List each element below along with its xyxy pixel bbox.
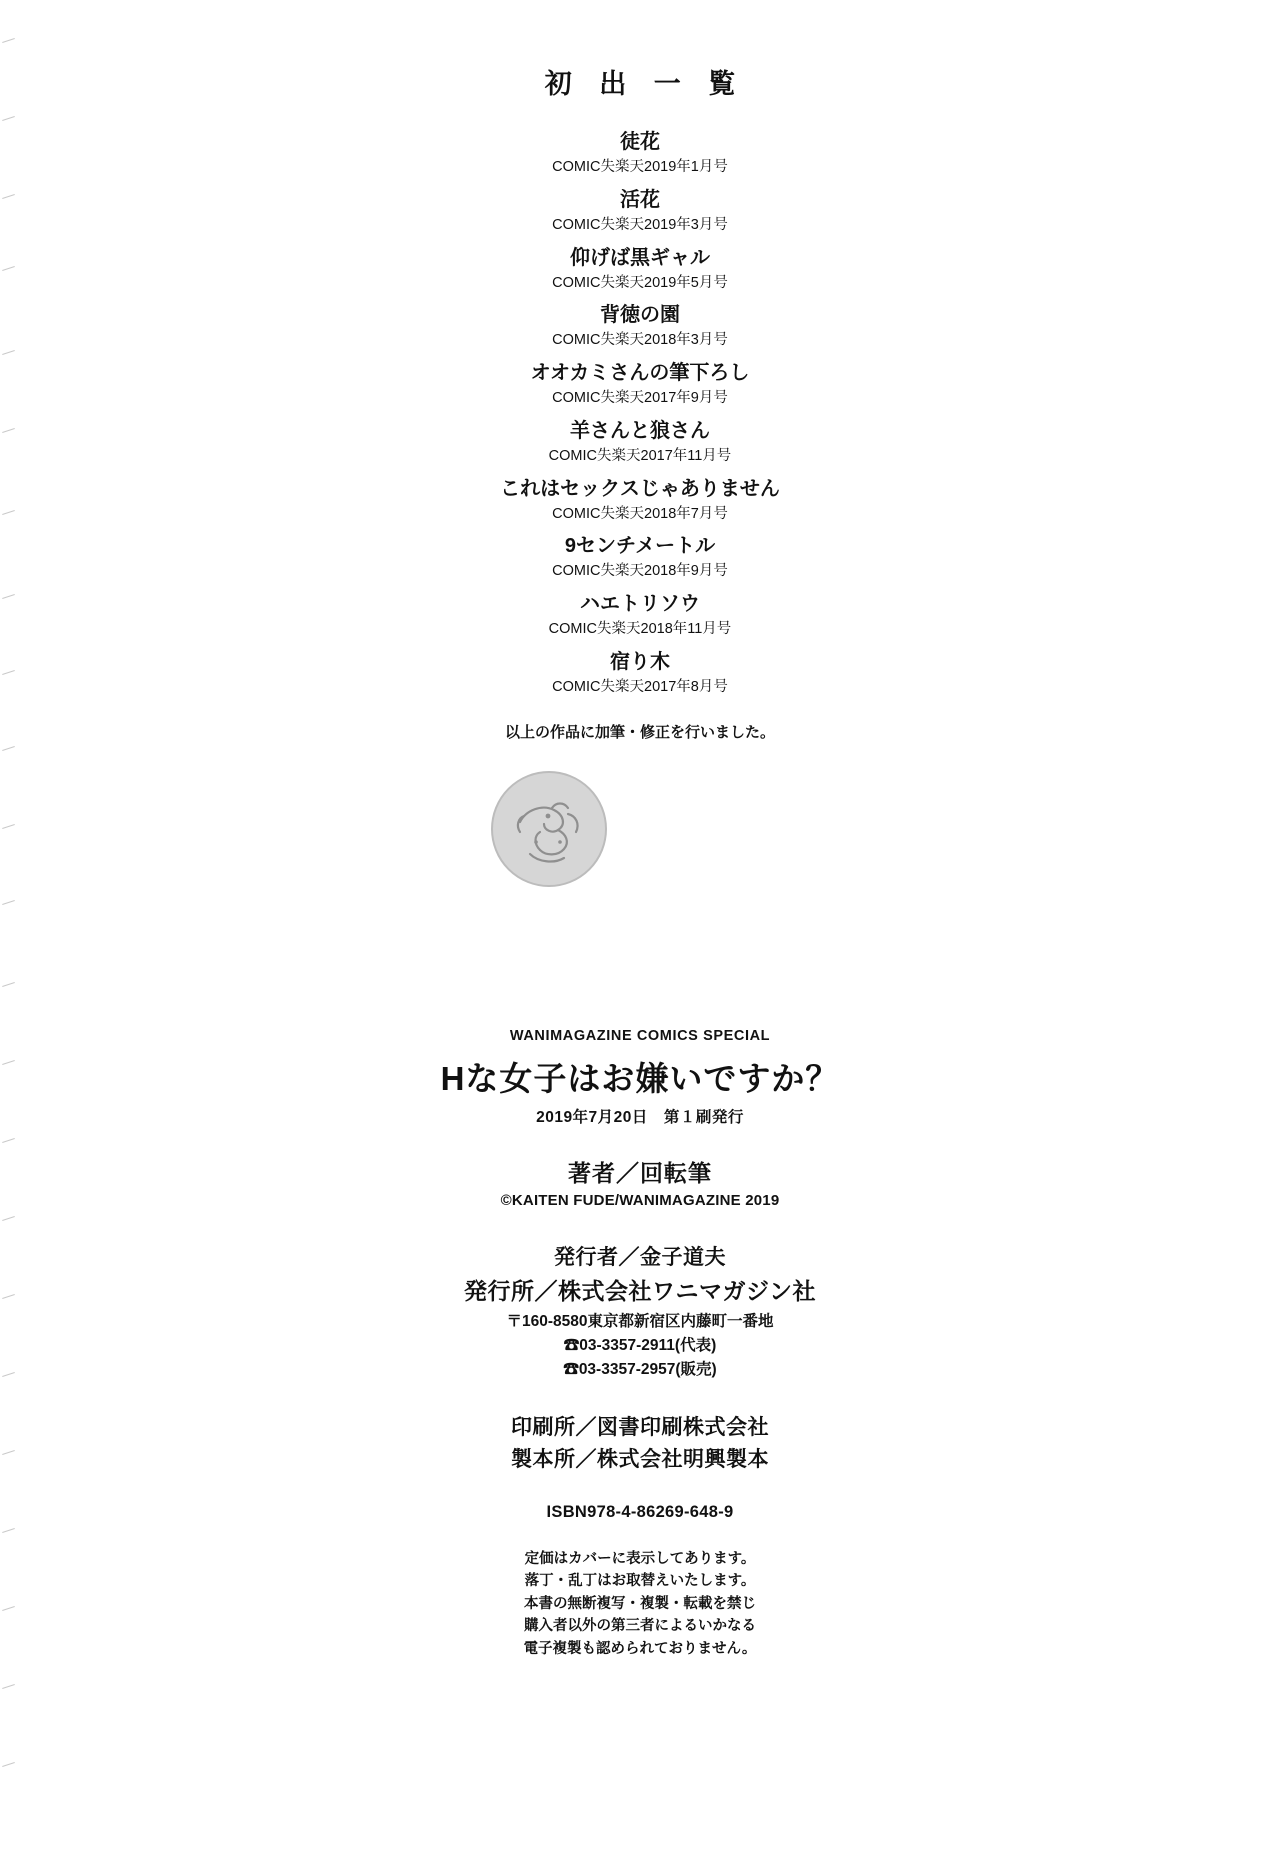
entry-source: COMIC失楽天2017年9月号 — [552, 390, 728, 406]
binder-line: 製本所／株式会社明興製本 — [511, 1448, 769, 1471]
isbn-line: ISBN978-4-86269-648-9 — [546, 1503, 734, 1521]
entry-source: COMIC失楽天2017年11月号 — [548, 447, 732, 464]
legal-notices — [280, 1548, 1000, 1660]
entry-title: 背徳の園 — [600, 304, 680, 327]
legal-notice-line: 電子複製も認められておりません。 — [523, 1640, 757, 1657]
first-appearance-entry — [340, 302, 940, 352]
first-appearance-entry — [340, 245, 940, 295]
legal-notice-line: 定価はカバーに表示してあります。 — [524, 1551, 756, 1567]
entry-title: これはセックスじゃありません — [500, 477, 780, 500]
entry-source: COMIC失楽天2017年8月号 — [552, 678, 728, 695]
publisher-address: 〒160-8580東京都新宿区内藤町一番地 — [506, 1313, 774, 1330]
legal-notice-line: 落丁・乱丁はお取替えいたします。 — [524, 1573, 756, 1590]
telephone-main: ☎03-3357-2911(代表) — [563, 1337, 717, 1354]
entry-source: COMIC失楽天2019年5月号 — [552, 274, 728, 291]
publisher-company: 発行所／株式会社ワニマガジン社 — [464, 1278, 816, 1304]
first-appearance-note: 以上の作品に加筆・修正を行いました。 — [504, 723, 775, 741]
entry-source: COMIC失楽天2019年1月号 — [552, 159, 728, 175]
first-appearance-entry — [340, 360, 940, 410]
first-appearance-entry — [340, 591, 940, 641]
publisher-person: 発行者／金子道夫 — [554, 1246, 726, 1269]
entry-title: 羊さんと狼さん — [570, 419, 710, 442]
legal-notice-line: 本書の無断複写・複製・転載を禁じ — [524, 1595, 756, 1612]
author-line: 著者／回転筆 — [568, 1160, 712, 1186]
entry-title: 活花 — [620, 188, 660, 211]
legal-notice-line: 購入者以外の第三者によるいかなる — [524, 1618, 756, 1635]
entry-source: COMIC失楽天2018年11月号 — [548, 621, 732, 637]
entry-title: 宿り木 — [610, 650, 670, 673]
entry-title: 徒花 — [620, 131, 660, 153]
first-appearance-heading: 初 出 一 覧 — [544, 69, 746, 99]
entry-source: COMIC失楽天2019年3月号 — [552, 216, 728, 233]
first-appearance-entry — [340, 476, 940, 526]
entry-source: COMIC失楽天2018年9月号 — [552, 563, 728, 580]
copyright-line: ©KAITEN FUDE/WANIMAGAZINE 2019 — [500, 1192, 780, 1209]
telephone-sales: ☎03-3357-2957(販売) — [563, 1361, 717, 1378]
entry-title: 9センチメートル — [564, 535, 716, 558]
book-title: Hな女子はお嫌いですか？ — [440, 1060, 840, 1097]
first-appearance-section — [340, 62, 940, 742]
publication-date: 2019年7月20日 第１刷発行 — [536, 1109, 744, 1126]
entry-title: オオカミさんの筆下ろし — [530, 362, 750, 384]
entry-source: COMIC失楽天2018年7月号 — [552, 505, 728, 522]
first-appearance-entry — [340, 129, 940, 179]
imprint-series-label: WANIMAGAZINE COMICS SPECIAL — [509, 1028, 771, 1044]
printer-line: 印刷所／図書印刷株式会社 — [511, 1416, 769, 1439]
first-appearance-entry — [340, 533, 940, 583]
entry-source: COMIC失楽天2018年3月号 — [552, 332, 728, 349]
first-appearance-entry — [340, 187, 940, 237]
first-appearance-entry — [340, 418, 940, 468]
dragon-seal-icon — [490, 770, 608, 888]
entry-title: 仰げば黒ギャル — [570, 246, 710, 269]
first-appearance-entry — [340, 649, 940, 699]
entry-title: ハエトリソウ — [580, 593, 700, 615]
imprint-section — [280, 1028, 1000, 1660]
